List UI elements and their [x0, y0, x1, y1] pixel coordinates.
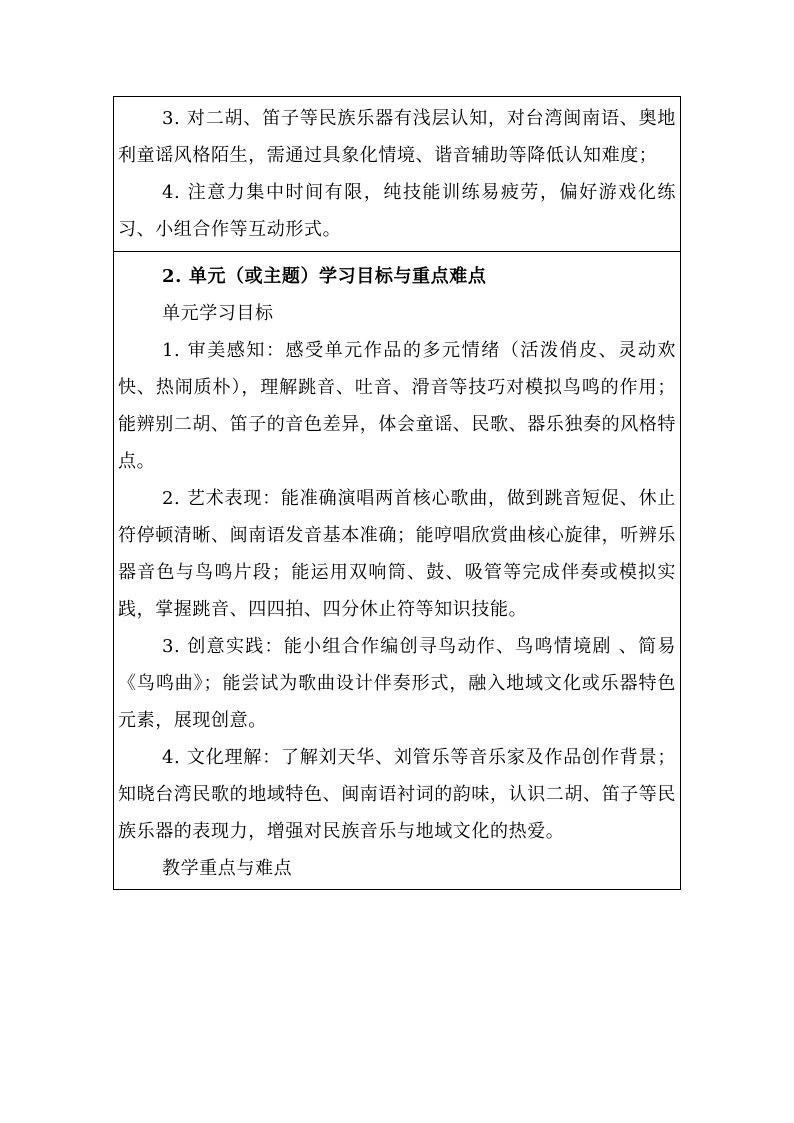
learning-goals-row — [114, 252, 681, 890]
section-heading: 2. 单元（或主题）学习目标与重点难点 — [162, 266, 487, 287]
learner-analysis-cell — [114, 97, 681, 252]
goal-artistic-expression: 2. 艺术表现：能准确演唱两首核心歌曲，做到跳音短促、休止符停顿清晰、闽南语发音基本准确；能哼唱欣赏曲核心旋律，听辨乐器音色与鸟鸣片段；能运用双响筒、鼓、吸管等完成伴奏或模拟实践，掌握跳音、四四拍、四分休止符等知识技能。 — [118, 488, 676, 620]
analysis-paragraph-4: 4. 注意力集中时间有限，纯技能训练易疲劳，偏好游戏化练习、小组合作等互动形式。 — [118, 182, 676, 240]
lesson-plan-table — [113, 96, 681, 890]
learning-goals-cell — [114, 252, 681, 890]
goals-subheading: 单元学习目标 — [162, 303, 274, 324]
analysis-paragraph-3: 3. 对二胡、笛子等民族乐器有浅层认知，对台湾闽南语、奥地利童谣风格陌生，需通过具象化情境、谐音辅助等降低认知难度； — [118, 108, 676, 166]
learner-analysis-row — [114, 97, 681, 252]
goal-creative-practice: 3. 创意实践：能小组合作编创寻鸟动作、鸟鸣情境剧 、简易《鸟鸣曲》；能尝试为歌曲设计伴奏形式，融入地域文化或乐器特色元素，展现创意。 — [118, 636, 676, 731]
goal-aesthetic-perception: 1. 审美感知：感受单元作品的多元情绪（活泼俏皮、灵动欢快、热闹质朴），理解跳音、吐音、滑音等技巧对模拟鸟鸣的作用；能辨别二胡、笛子的音色差异，体会童谣、民歌、器乐独奏的风格特点。 — [118, 340, 676, 472]
goal-cultural-understanding: 4. 文化理解：了解刘天华、刘管乐等音乐家及作品创作背景；知晓台湾民歌的地域特色、闽南语衬词的韵味，认识二胡、笛子等民族乐器的表现力，增强对民族音乐与地域文化的热爱。 — [118, 747, 676, 842]
focus-subheading: 教学重点与难点 — [162, 858, 293, 879]
